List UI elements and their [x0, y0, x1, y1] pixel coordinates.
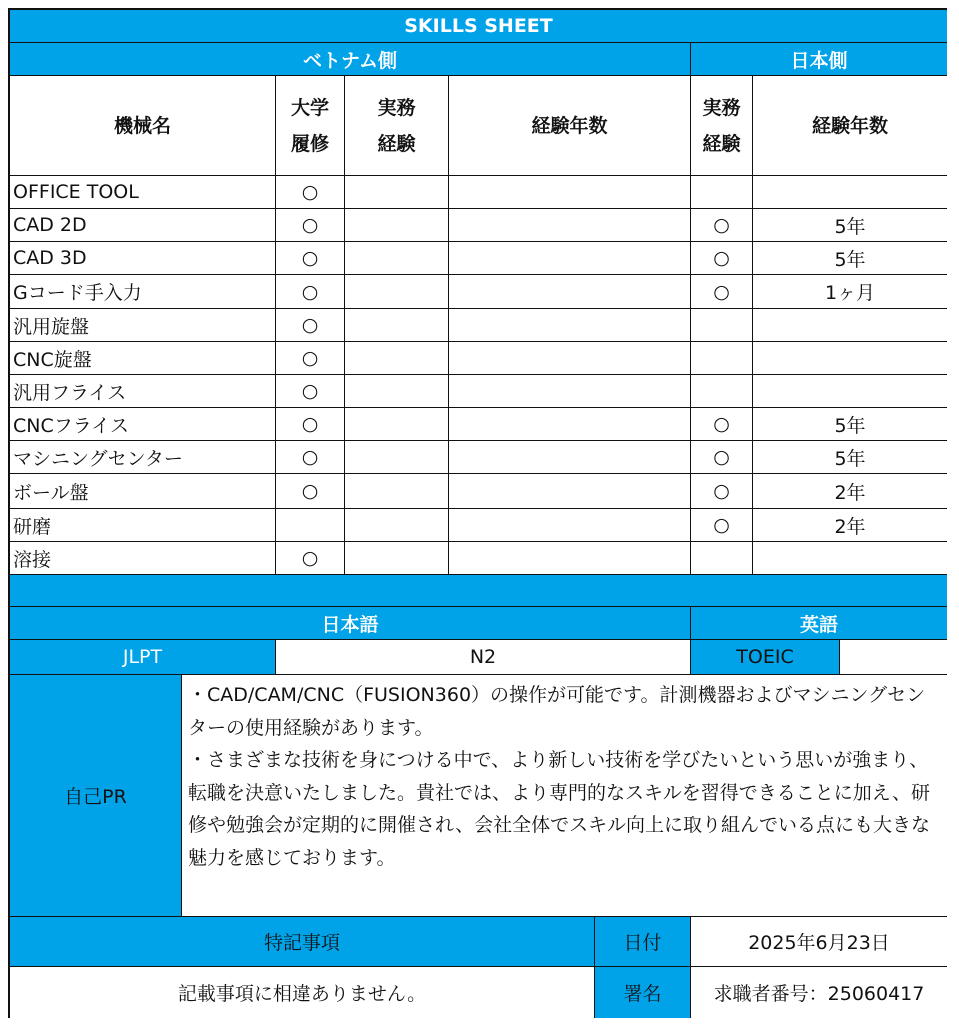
date-label: 日付	[595, 917, 691, 967]
jp-years-cell	[753, 309, 947, 342]
jp-years-cell: 5年	[753, 242, 947, 275]
jp-practical-cell: ○	[691, 474, 753, 509]
vn-practical-cell	[345, 176, 449, 209]
vn-practical-cell	[345, 375, 449, 408]
col-machine-name: 機械名	[10, 76, 276, 176]
japan-side-header: 日本側	[691, 43, 947, 76]
jp-years-cell	[753, 176, 947, 209]
university-cell: ○	[276, 342, 345, 375]
vn-years-cell	[449, 342, 691, 375]
signature-label: 署名	[595, 967, 691, 1018]
machine-name-cell: CAD 2D	[10, 209, 276, 242]
toeic-label: TOEIC	[691, 640, 840, 675]
section-divider	[10, 575, 947, 607]
university-cell: ○	[276, 441, 345, 474]
self-pr-paragraph-1: ・CAD/CAM/CNC（FUSION360）の操作が可能です。計測機器およびマシニングセンターの使用経験があります。	[188, 684, 926, 739]
machine-name-cell: 汎用旋盤	[10, 309, 276, 342]
machine-name-cell: OFFICE TOOL	[10, 176, 276, 209]
vn-practical-cell	[345, 474, 449, 509]
vn-years-cell	[449, 275, 691, 309]
university-cell: ○	[276, 408, 345, 441]
self-pr-label: 自己PR	[10, 675, 182, 917]
jp-years-cell: 5年	[753, 441, 947, 474]
university-cell: ○	[276, 275, 345, 309]
vn-practical-cell	[345, 542, 449, 575]
jlpt-value: N2	[276, 640, 691, 675]
jp-practical-cell	[691, 309, 753, 342]
jp-years-cell: 2年	[753, 509, 947, 542]
jp-practical-cell	[691, 542, 753, 575]
machine-name-cell: 汎用フライス	[10, 375, 276, 408]
university-cell: ○	[276, 542, 345, 575]
jp-years-cell: 5年	[753, 408, 947, 441]
vn-practical-cell	[345, 342, 449, 375]
machine-name-cell: 溶接	[10, 542, 276, 575]
col-jp-practical	[691, 76, 753, 176]
vn-years-cell	[449, 209, 691, 242]
col-jp-practical-line2: 経験	[702, 132, 741, 155]
date-value: 2025年6月23日	[691, 917, 947, 967]
jp-years-cell	[753, 542, 947, 575]
col-university-line2: 履修	[290, 132, 329, 155]
machine-name-cell: CNC旋盤	[10, 342, 276, 375]
university-cell: ○	[276, 242, 345, 275]
university-cell: ○	[276, 474, 345, 509]
vn-practical-cell	[345, 441, 449, 474]
vn-years-cell	[449, 408, 691, 441]
toeic-value	[840, 640, 947, 675]
machine-name-cell: マシニングセンター	[10, 441, 276, 474]
vn-years-cell	[449, 474, 691, 509]
col-vn-practical-line1: 実務	[377, 96, 416, 119]
vn-practical-cell	[345, 275, 449, 309]
english-language-header: 英語	[691, 607, 947, 640]
machine-name-cell: 研磨	[10, 509, 276, 542]
notes-value: 記載事項に相違ありません。	[10, 967, 595, 1018]
notes-label: 特記事項	[10, 917, 595, 967]
col-vn-practical-line2: 経験	[377, 132, 416, 155]
vn-years-cell	[449, 309, 691, 342]
col-university	[276, 76, 345, 176]
jp-years-cell: 2年	[753, 474, 947, 509]
university-cell: ○	[276, 176, 345, 209]
machine-name-cell: CAD 3D	[10, 242, 276, 275]
col-vn-practical	[345, 76, 449, 176]
jp-practical-cell: ○	[691, 509, 753, 542]
jp-practical-cell: ○	[691, 209, 753, 242]
machine-name-cell: ボール盤	[10, 474, 276, 509]
col-jp-years: 経験年数	[753, 76, 947, 176]
vn-years-cell	[449, 509, 691, 542]
vn-practical-cell	[345, 242, 449, 275]
col-jp-practical-line1: 実務	[702, 96, 741, 119]
jp-practical-cell: ○	[691, 242, 753, 275]
jp-years-cell	[753, 375, 947, 408]
vietnam-side-header: ベトナム側	[10, 43, 691, 76]
sheet-title: SKILLS SHEET	[10, 10, 947, 43]
university-cell: ○	[276, 209, 345, 242]
university-cell: ○	[276, 375, 345, 408]
vn-practical-cell	[345, 509, 449, 542]
jp-practical-cell	[691, 176, 753, 209]
jp-practical-cell: ○	[691, 408, 753, 441]
jlpt-label: JLPT	[10, 640, 276, 675]
jp-practical-cell	[691, 342, 753, 375]
col-university-line1: 大学	[290, 96, 329, 119]
vn-years-cell	[449, 242, 691, 275]
machine-name-cell: Gコード手入力	[10, 275, 276, 309]
vn-years-cell	[449, 542, 691, 575]
university-cell	[276, 509, 345, 542]
vn-years-cell	[449, 176, 691, 209]
self-pr-paragraph-2: ・さまざまな技術を身につける中で、より新しい技術を学びたいという思いが強まり、転職を決意いたしました。貴社では、より専門的なスキルを習得できることに加え、研修や勉強会が定期的に開催され、会社全体でスキル向上に取り組んでいる点にも大きな魅力を感じております。	[188, 749, 930, 869]
vn-practical-cell	[345, 309, 449, 342]
vn-years-cell	[449, 375, 691, 408]
skills-sheet	[8, 8, 947, 1018]
self-pr-text	[182, 675, 947, 917]
vn-practical-cell	[345, 209, 449, 242]
vn-years-cell	[449, 441, 691, 474]
machine-name-cell: CNCフライス	[10, 408, 276, 441]
vn-practical-cell	[345, 408, 449, 441]
jp-years-cell: 1ヶ月	[753, 275, 947, 309]
jp-practical-cell: ○	[691, 275, 753, 309]
jp-years-cell	[753, 342, 947, 375]
jp-years-cell: 5年	[753, 209, 947, 242]
jp-practical-cell: ○	[691, 441, 753, 474]
japanese-language-header: 日本語	[10, 607, 691, 640]
university-cell: ○	[276, 309, 345, 342]
col-vn-years: 経験年数	[449, 76, 691, 176]
signature-value: 求職者番号：25060417	[691, 967, 947, 1018]
jp-practical-cell	[691, 375, 753, 408]
